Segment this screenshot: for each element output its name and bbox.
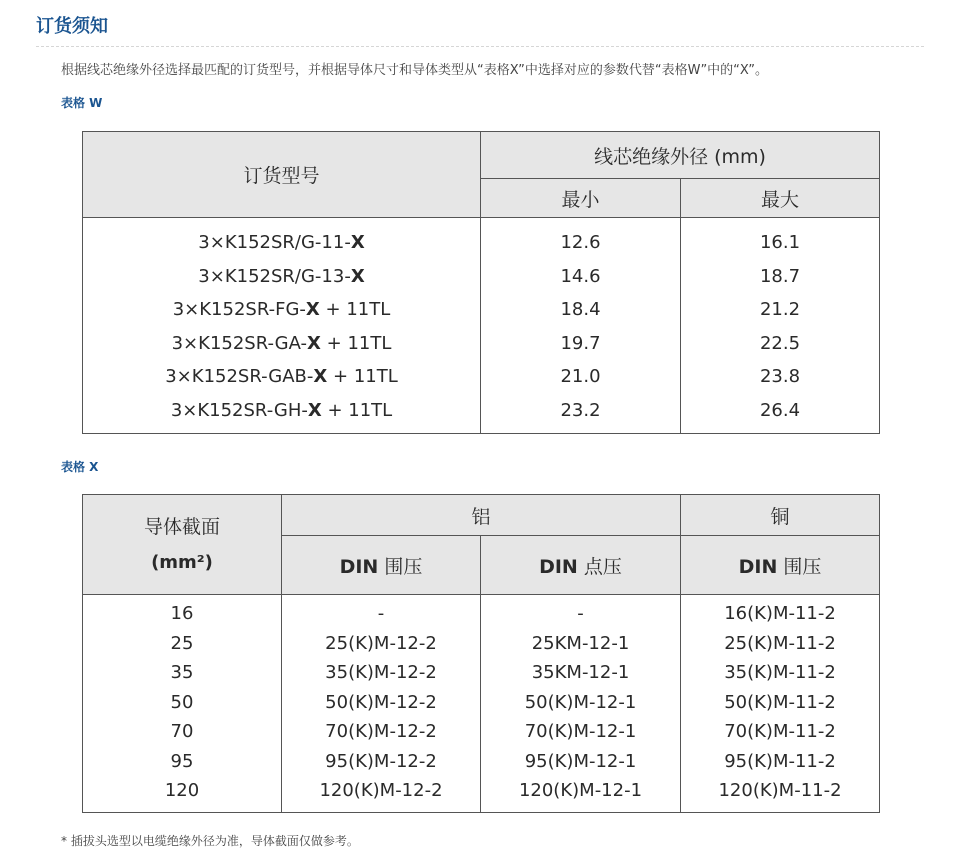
max-cell: 22.5 — [681, 327, 880, 361]
table-w — [82, 131, 880, 434]
cu-ring-cell: 70(K)M-11-2 — [681, 717, 880, 747]
size-cell: 95 — [83, 747, 282, 777]
al-point-cell: 95(K)M-12-1 — [481, 747, 681, 777]
header-cu-ring-crimp: DIN 围压 — [681, 536, 880, 595]
table-row — [83, 360, 880, 394]
size-cell: 35 — [83, 658, 282, 688]
footnote: * 插拔头选型以电缆绝缘外径为准，导体截面仅做参考。 — [61, 834, 359, 848]
table-row — [83, 218, 880, 260]
cu-ring-cell: 25(K)M-11-2 — [681, 629, 880, 659]
model-cell: 3×K152SR-GH-X + 11TL — [83, 394, 481, 434]
min-cell: 18.4 — [481, 293, 681, 327]
model-cell: 3×K152SR-FG-X + 11TL — [83, 293, 481, 327]
max-cell: 26.4 — [681, 394, 880, 434]
max-cell: 21.2 — [681, 293, 880, 327]
heading-divider — [36, 46, 924, 47]
table-w-title: 表格 W — [61, 96, 103, 110]
max-cell: 23.8 — [681, 360, 880, 394]
model-cell: 3×K152SR-GA-X + 11TL — [83, 327, 481, 361]
page-heading: 订货须知 — [36, 16, 108, 37]
model-cell: 3×K152SR/G-11-X — [83, 218, 481, 260]
max-cell: 16.1 — [681, 218, 880, 260]
cu-ring-cell: 16(K)M-11-2 — [681, 595, 880, 629]
table-x — [82, 494, 880, 813]
table-row — [83, 595, 880, 629]
min-cell: 19.7 — [481, 327, 681, 361]
al-ring-cell: 70(K)M-12-2 — [282, 717, 481, 747]
table-row — [83, 747, 880, 777]
size-cell: 50 — [83, 688, 282, 718]
table-row — [83, 776, 880, 812]
al-point-cell: 35KM-12-1 — [481, 658, 681, 688]
size-cell: 25 — [83, 629, 282, 659]
table-row — [83, 629, 880, 659]
al-ring-cell: 95(K)M-12-2 — [282, 747, 481, 777]
header-conductor — [83, 495, 282, 595]
header-al-point-crimp: DIN 点压 — [481, 536, 681, 595]
header-max: 最大 — [681, 179, 880, 218]
header-model: 订货型号 — [83, 132, 481, 218]
min-cell: 21.0 — [481, 360, 681, 394]
al-ring-cell: 120(K)M-12-2 — [282, 776, 481, 812]
min-cell: 23.2 — [481, 394, 681, 434]
model-cell: 3×K152SR/G-13-X — [83, 260, 481, 294]
al-point-cell: 25KM-12-1 — [481, 629, 681, 659]
header-min: 最小 — [481, 179, 681, 218]
al-point-cell: 120(K)M-12-1 — [481, 776, 681, 812]
table-x-title: 表格 X — [61, 460, 99, 474]
size-cell: 120 — [83, 776, 282, 812]
table-row — [83, 327, 880, 361]
al-ring-cell: 25(K)M-12-2 — [282, 629, 481, 659]
max-cell: 18.7 — [681, 260, 880, 294]
size-cell: 16 — [83, 595, 282, 629]
header-conductor-unit: (mm²) — [151, 551, 213, 573]
al-point-cell: 70(K)M-12-1 — [481, 717, 681, 747]
size-cell: 70 — [83, 717, 282, 747]
table-row — [83, 688, 880, 718]
al-ring-cell: - — [282, 595, 481, 629]
al-ring-cell: 50(K)M-12-2 — [282, 688, 481, 718]
header-diameter: 线芯绝缘外径 (mm) — [481, 132, 880, 179]
model-cell: 3×K152SR-GAB-X + 11TL — [83, 360, 481, 394]
al-point-cell: 50(K)M-12-1 — [481, 688, 681, 718]
al-point-cell: - — [481, 595, 681, 629]
cu-ring-cell: 35(K)M-11-2 — [681, 658, 880, 688]
cu-ring-cell: 50(K)M-11-2 — [681, 688, 880, 718]
min-cell: 14.6 — [481, 260, 681, 294]
header-al-ring-crimp: DIN 围压 — [282, 536, 481, 595]
intro-text: 根据线芯绝缘外径选择最匹配的订货型号，并根据导体尺寸和导体类型从“表格X”中选择对应的参数代替“表格W”中的“X”。 — [61, 63, 769, 78]
header-aluminum: 铝 — [282, 495, 681, 536]
header-copper: 铜 — [681, 495, 880, 536]
min-cell: 12.6 — [481, 218, 681, 260]
table-row — [83, 260, 880, 294]
cu-ring-cell: 120(K)M-11-2 — [681, 776, 880, 812]
table-row — [83, 293, 880, 327]
table-row — [83, 394, 880, 434]
cu-ring-cell: 95(K)M-11-2 — [681, 747, 880, 777]
header-conductor-label: 导体截面 — [143, 515, 220, 538]
table-row — [83, 717, 880, 747]
al-ring-cell: 35(K)M-12-2 — [282, 658, 481, 688]
table-row — [83, 658, 880, 688]
